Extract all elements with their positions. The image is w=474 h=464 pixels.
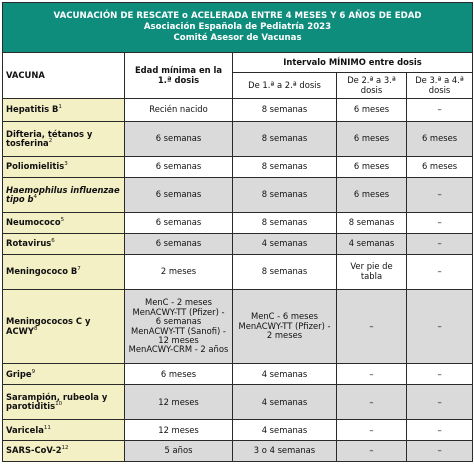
interval-2-3-cell: – (337, 441, 407, 462)
interval-1-2-cell: 8 semanas (233, 99, 337, 122)
table-row (3, 121, 473, 156)
interval-1-2-cell: 4 semanas (233, 364, 337, 385)
footnote-ref: 11 (43, 424, 51, 431)
interval-1-2-cell: 4 semanas (233, 420, 337, 441)
interval-3-4-cell: – (407, 385, 473, 420)
vaccine-name-cell (3, 177, 125, 212)
vaccine-name: Sarampión, rubeola y parotiditis (6, 391, 108, 412)
interval-2-3-cell: 8 semanas (337, 213, 407, 234)
min-age-cell: Recién nacido (125, 99, 233, 122)
interval-3-4-cell: – (407, 289, 473, 364)
vaccine-name-cell (3, 420, 125, 441)
interval-2-3-cell: Ver pie de tabla (337, 254, 407, 289)
interval-1-2-cell: 8 semanas (233, 177, 337, 212)
table-row (3, 385, 473, 420)
footnote-ref: 2 (48, 138, 53, 145)
vaccine-name-cell (3, 157, 125, 178)
vaccine-name-cell (3, 385, 125, 420)
interval-3-4-cell: 6 meses (407, 157, 473, 178)
interval-3-4-cell: – (407, 233, 473, 254)
min-age-cell: 6 meses (125, 364, 233, 385)
interval-1-2-cell: 8 semanas (233, 157, 337, 178)
vaccination-table (2, 2, 473, 462)
header-dose-2-3: De 2.ª a 3.ª dosis (337, 73, 407, 99)
footnote-ref: 4 (33, 194, 38, 201)
table-row (3, 233, 473, 254)
vaccine-name: Meningococo B (6, 265, 78, 276)
vaccine-name-cell (3, 254, 125, 289)
vaccine-name-cell (3, 289, 125, 364)
footnote-ref: 7 (77, 266, 81, 273)
footnote-ref: 10 (55, 401, 63, 408)
vaccine-name-cell (3, 99, 125, 122)
table-row (3, 420, 473, 441)
table-title (3, 3, 473, 53)
interval-1-2-cell: 8 semanas (233, 254, 337, 289)
footnote-ref: 1 (58, 104, 62, 111)
interval-3-4-cell: – (407, 441, 473, 462)
interval-1-2-cell: 8 semanas (233, 121, 337, 156)
interval-1-2-cell: 8 semanas (233, 213, 337, 234)
interval-2-3-cell: 6 meses (337, 99, 407, 122)
table-row (3, 213, 473, 234)
interval-3-4-cell: – (407, 364, 473, 385)
header-edad-minima: Edad mínima en la 1.ª dosis (125, 53, 233, 99)
vaccine-name: Neumococo (6, 217, 61, 228)
min-age-cell: 6 semanas (125, 121, 233, 156)
min-age-cell: 6 semanas (125, 157, 233, 178)
title-line-3: Comité Asesor de Vacunas (173, 32, 302, 43)
min-age-cell: 12 meses (125, 420, 233, 441)
vaccine-name: Rotavirus (6, 237, 52, 248)
interval-1-2-cell: 3 o 4 semanas (233, 441, 337, 462)
vaccine-name: Haemophilus influenzae tipo b (6, 184, 120, 204)
interval-2-3-cell: – (337, 420, 407, 441)
vaccine-name: Meningococos C y ACWY (6, 316, 91, 336)
interval-1-2-cell: MenC - 6 meses MenACWY-TT (Pfizer) - 2 meses (233, 289, 337, 364)
table-row (3, 177, 473, 212)
header-intervalo: Intervalo MÍNIMO entre dosis (233, 53, 473, 73)
min-age-cell: 6 semanas (125, 177, 233, 212)
min-age-cell: 6 semanas (125, 213, 233, 234)
vaccine-name: Hepatitis B (6, 104, 59, 115)
table-row (3, 441, 473, 462)
interval-3-4-cell: – (407, 99, 473, 122)
title-line-2: Asociación Española de Pediatría 2023 (143, 22, 332, 33)
vaccine-name-cell (3, 213, 125, 234)
interval-3-4-cell: 6 meses (407, 121, 473, 156)
table-row (3, 364, 473, 385)
interval-3-4-cell: – (407, 420, 473, 441)
table-body (3, 99, 473, 462)
table-row (3, 254, 473, 289)
vaccine-name-cell (3, 121, 125, 156)
table-row (3, 289, 473, 364)
footnote-ref: 9 (31, 368, 36, 375)
vaccine-name: SARS-CoV-2 (6, 445, 62, 456)
footnote-ref: 6 (51, 238, 55, 245)
interval-2-3-cell: – (337, 385, 407, 420)
interval-2-3-cell: 4 semanas (337, 233, 407, 254)
interval-2-3-cell: 6 meses (337, 157, 407, 178)
min-age-cell: 5 años (125, 441, 233, 462)
interval-1-2-cell: 4 semanas (233, 385, 337, 420)
min-age-cell: 6 semanas (125, 233, 233, 254)
table-row (3, 99, 473, 122)
interval-2-3-cell: – (337, 289, 407, 364)
footnote-ref: 12 (61, 445, 69, 452)
header-dose-1-2: De 1.ª a 2.ª dosis (233, 73, 337, 99)
vaccine-name-cell (3, 233, 125, 254)
table-row (3, 157, 473, 178)
interval-2-3-cell: 6 meses (337, 121, 407, 156)
interval-3-4-cell: – (407, 177, 473, 212)
header-vacuna: VACUNA (3, 53, 125, 99)
footnote-ref: 8 (33, 325, 38, 332)
footnote-ref: 5 (60, 217, 65, 224)
title-line-1: VACUNACIÓN DE RESCATE o ACELERADA ENTRE 4 MESES Y 6 AÑOS DE EDAD (53, 11, 422, 22)
interval-3-4-cell: – (407, 254, 473, 289)
footnote-ref: 3 (64, 161, 68, 168)
interval-3-4-cell: – (407, 213, 473, 234)
min-age-cell: 12 meses (125, 385, 233, 420)
min-age-cell: 2 meses (125, 254, 233, 289)
header-dose-3-4: De 3.ª a 4.ª dosis (407, 73, 473, 99)
interval-2-3-cell: – (337, 364, 407, 385)
vaccine-name: Gripe (6, 368, 32, 379)
vaccine-name-cell (3, 364, 125, 385)
vaccine-name: Varicela (6, 424, 44, 435)
vaccine-name: Poliomielitis (6, 161, 65, 172)
interval-2-3-cell: 6 meses (337, 177, 407, 212)
min-age-cell: MenC - 2 meses MenACWY-TT (Pfizer) - 6 semanas MenACWY-TT (Sanofi) - 12 meses MenACWY-CRM - 2 años (125, 289, 233, 364)
vaccine-name: Difteria, tétanos y tosferina (6, 128, 93, 148)
vaccine-name-cell (3, 441, 125, 462)
interval-1-2-cell: 4 semanas (233, 233, 337, 254)
